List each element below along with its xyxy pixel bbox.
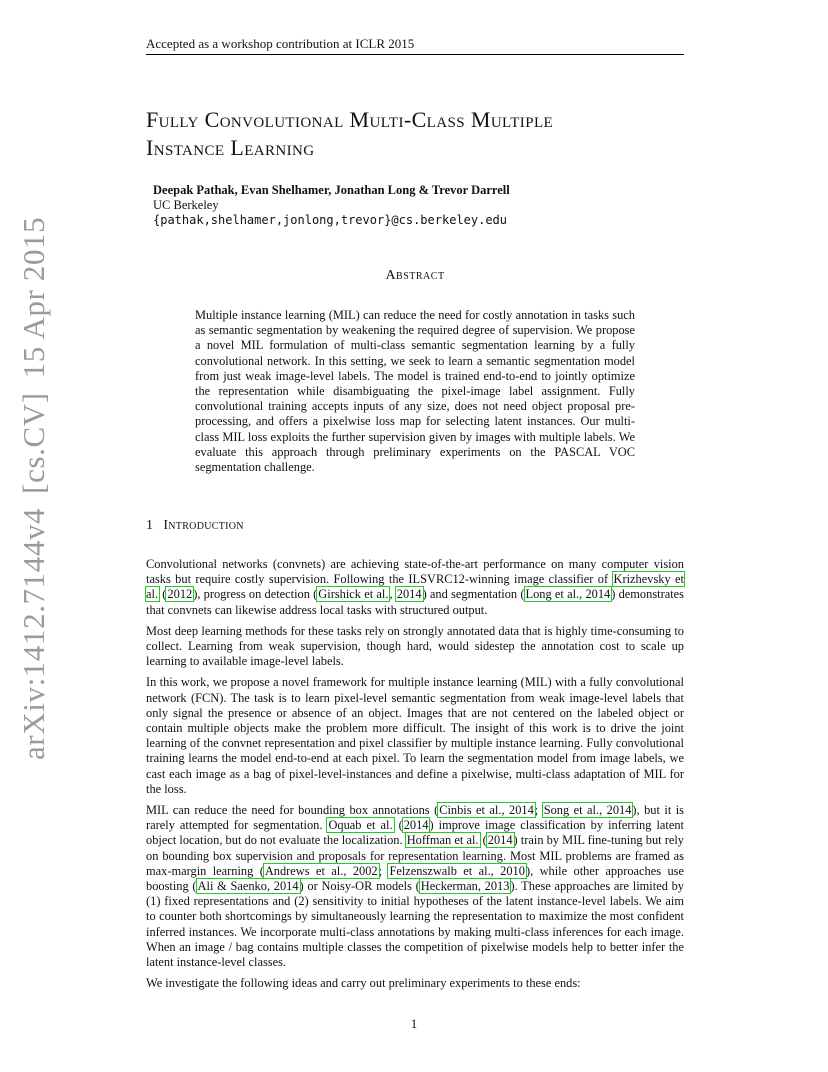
- text-run: (: [479, 833, 487, 848]
- citation-link[interactable]: Oquab et al.: [328, 818, 393, 833]
- author-names: Deepak Pathak, Evan Shelhamer, Jonathan Long & Trevor Darrell: [153, 183, 510, 197]
- text-run: ;: [534, 803, 543, 818]
- citation-link[interactable]: Song et al., 2014: [543, 803, 632, 818]
- section-title: Introduction: [163, 518, 244, 533]
- arxiv-date: 15 Apr 2015: [16, 216, 51, 379]
- citation-link[interactable]: Andrews et al., 2002: [264, 863, 378, 878]
- text-run: Convolutional networks (convnets) are achieving state-of-the-art performance on many computer vision tasks but require costly supervision. Following the ILSVRC12-winning image classifier of: [146, 557, 684, 587]
- text-run: ) demonstrates that convnets can likewise address local tasks with structured output.: [146, 587, 684, 617]
- citation-link[interactable]: Girshick et al.: [318, 587, 389, 602]
- author-block: [153, 183, 510, 228]
- text-run: ), but it is rarely attempted for segmentation.: [146, 803, 684, 833]
- citation-link[interactable]: Krizhevsky et al.: [146, 572, 684, 602]
- abstract-text: Multiple instance learning (MIL) can reduce the need for costly annotation in tasks such as semantic segmentation by weakening the required degree of supervision. We propose a novel MIL formulation of multi-class semantic segmentation learning by a fully convolutional network. In this setting, we seek to learn a semantic segmentation model from just weak image-level labels. The model is trained end-to-end to jointly optimize the representation while disambiguating the pixel-image label assignment. Fully convolutional training accepts inputs of any size, does not need object proposal pre-processing, and offers a pixelwise loss map for selecting latent instances. Our multi-class MIL loss exploits the further supervision given by images with multiple labels. We evaluate this approach through preliminary experiments on the PASCAL VOC segmentation challenge.: [195, 308, 635, 475]
- citation-link[interactable]: Heckerman, 2013: [420, 879, 510, 894]
- text-run: ) improve image classification by inferring latent object location, but do not evaluate the localization.: [146, 818, 684, 848]
- text-run: ) train by MIL fine-tuning but rely on bounding box supervision and proposals for representation learning. Most MIL problems are framed as max-margin learning (: [146, 833, 684, 878]
- paper-title: [146, 106, 684, 162]
- section-number: 1: [146, 518, 154, 533]
- paragraph-4: [146, 803, 684, 970]
- paragraph-3: In this work, we propose a novel framework for multiple instance learning (MIL) with a fully convolutional network (FCN). The task is to learn pixel-level semantic segmentation from weak image-level labels that only signal the presence or absence of an object. Images that are not centered on the labeled object or contain multiple objects make the problem more difficult. The insight of this work is to drive the joint learning of the convnet representation and pixel classifier by multiple instance learning. Fully convolutional training learns the model end-to-end at each pixel. To learn the segmentation model from image labels, we cast each image as a bag of pixel-level-instances and define a pixelwise, multi-class adaptation of MIL for the loss.: [146, 675, 684, 796]
- text-run: (: [393, 818, 403, 833]
- citation-link[interactable]: Long et al., 2014: [525, 587, 611, 602]
- title-line-2: Instance Learning: [146, 135, 315, 160]
- text-run: ;: [378, 863, 389, 878]
- citation-link[interactable]: Ali & Saenko, 2014: [197, 879, 299, 894]
- paragraph-2: Most deep learning methods for these tasks rely on strongly annotated data that is highly time-consuming to collect. Learning from weak supervision, though hard, would sidestep the annotation cost to scale up learning to available image-level labels.: [146, 623, 684, 669]
- header-rule: [146, 54, 684, 55]
- section-heading: [146, 518, 244, 534]
- citation-link[interactable]: 2012: [167, 587, 193, 602]
- body-text: [146, 557, 684, 997]
- title-line-1: Fully Convolutional Multi-Class Multiple: [146, 107, 554, 132]
- arxiv-id: arXiv:1412.7144v4: [16, 507, 51, 760]
- text-run: ) and segmentation (: [422, 587, 525, 602]
- abstract-heading: Abstract: [385, 268, 445, 283]
- author-email: {pathak,shelhamer,jonlong,trevor}@cs.berkeley.edu: [153, 213, 508, 227]
- citation-link[interactable]: 2014: [487, 833, 513, 848]
- citation-link[interactable]: 2014: [403, 818, 429, 833]
- citation-link[interactable]: Felzenszwalb et al., 2010: [389, 863, 525, 878]
- text-run: (: [159, 587, 167, 602]
- citation-link[interactable]: Cinbis et al., 2014: [439, 803, 534, 818]
- citation-link[interactable]: 2014: [396, 587, 422, 602]
- page-number: 1: [410, 1016, 418, 1031]
- text-run: ), progress on detection (: [193, 587, 318, 602]
- text-run: ), while other approaches use boosting (: [146, 863, 684, 894]
- author-affiliation: UC Berkeley: [153, 198, 219, 212]
- arxiv-category: [cs.CV]: [16, 392, 51, 494]
- paragraph-5: We investigate the following ideas and carry out preliminary experiments to these ends:: [146, 976, 581, 991]
- citation-link[interactable]: Hoffman et al.: [406, 833, 479, 848]
- text-run: ) or Noisy-OR models (: [299, 879, 420, 894]
- text-run: MIL can reduce the need for bounding box annotations (: [146, 803, 439, 818]
- text-run: ). These approaches are limited by (1) fixed representations and (2) sensitivity to initial hypotheses of the latent instance-level labels. We aim to counter both shortcomings by simultaneously learning the representation to maximize the most confident inferred instances. We incorporate multi-class annotations by making multi-class inferences for each image. When an image / bag contains multiple classes the competition of pixelwise models help to better infer the latent instance-level classes.: [146, 879, 684, 970]
- running-header: Accepted as a workshop contribution at ICLR 2015: [146, 36, 415, 51]
- paragraph-1: [146, 557, 684, 618]
- arxiv-stamp: [16, 216, 60, 760]
- text-run: ,: [389, 587, 396, 602]
